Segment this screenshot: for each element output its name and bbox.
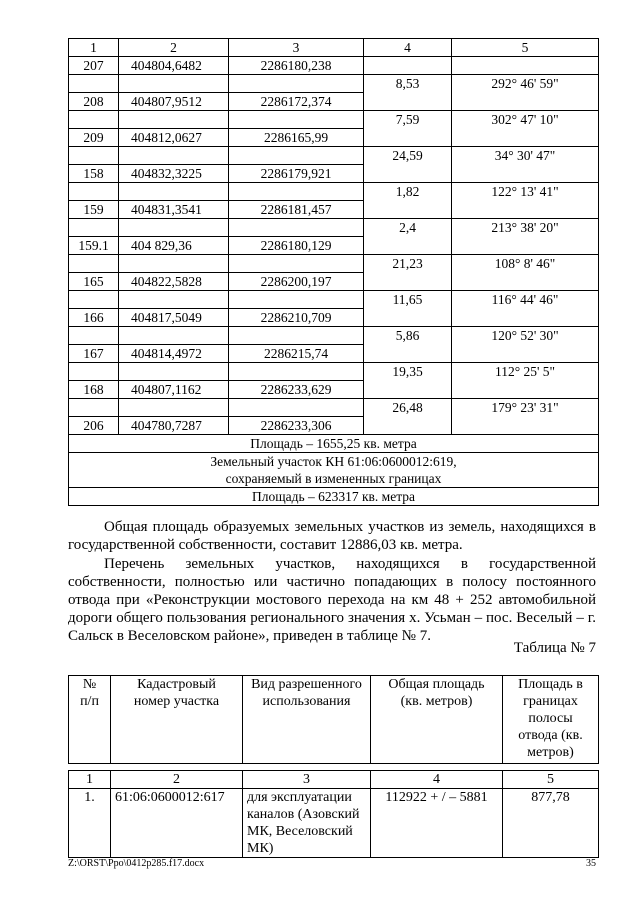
coord-header-cell: 2 bbox=[119, 39, 229, 57]
bearing-cell: 120° 52' 30" bbox=[452, 327, 599, 345]
parcel-cell bbox=[69, 453, 599, 488]
empty-cell bbox=[119, 147, 229, 165]
empty-cell bbox=[69, 327, 119, 345]
point-number-cell: 168 bbox=[69, 381, 119, 399]
x-coordinate-cell: 404817,5049 bbox=[119, 309, 229, 327]
coord-point-row bbox=[69, 381, 599, 399]
empty-cell bbox=[364, 165, 452, 183]
area-row-2 bbox=[69, 488, 599, 506]
empty-cell bbox=[364, 309, 452, 327]
gap-cell bbox=[371, 764, 503, 771]
empty-cell bbox=[452, 345, 599, 363]
point-number-cell: 159.1 bbox=[69, 237, 119, 255]
list-cell-total-area: 112922 + / – 5881 bbox=[371, 789, 503, 858]
empty-cell bbox=[69, 255, 119, 273]
point-number-cell: 159 bbox=[69, 201, 119, 219]
parcel-line-2: сохраняемый в измененных границах bbox=[225, 471, 442, 486]
empty-cell bbox=[69, 399, 119, 417]
list-header-row bbox=[69, 676, 599, 764]
list-number-cell: 4 bbox=[371, 771, 503, 789]
footer-file-path: Z:\ORST\Ppo\0412p285.f17.docx bbox=[68, 858, 205, 869]
empty-cell bbox=[119, 183, 229, 201]
x-coordinate-cell: 404807,1162 bbox=[119, 381, 229, 399]
empty-cell bbox=[452, 93, 599, 111]
length-cell: 11,65 bbox=[364, 291, 452, 309]
bearing-cell: 108° 8' 46" bbox=[452, 255, 599, 273]
footer-page-number: 35 bbox=[586, 858, 596, 869]
empty-cell bbox=[452, 201, 599, 219]
coord-segment-row bbox=[69, 147, 599, 165]
empty-cell bbox=[364, 201, 452, 219]
x-coordinate-cell: 404807,9512 bbox=[119, 93, 229, 111]
empty-cell bbox=[69, 147, 119, 165]
list-cell-usage: для эксплуатации каналов (Азовский МК, Веселовский МК) bbox=[243, 789, 371, 858]
coord-segment-row bbox=[69, 183, 599, 201]
list-header-cell: Кадастровый номер участка bbox=[111, 676, 243, 764]
empty-cell bbox=[364, 417, 452, 435]
empty-cell bbox=[452, 309, 599, 327]
length-cell: 26,48 bbox=[364, 399, 452, 417]
empty-cell bbox=[452, 273, 599, 291]
list-number-cell: 1 bbox=[69, 771, 111, 789]
coord-point-row bbox=[69, 345, 599, 363]
empty-cell bbox=[452, 381, 599, 399]
empty-cell bbox=[229, 75, 364, 93]
empty-cell bbox=[364, 381, 452, 399]
empty-cell bbox=[69, 363, 119, 381]
coord-segment-row bbox=[69, 111, 599, 129]
empty-cell bbox=[364, 345, 452, 363]
empty-cell bbox=[452, 57, 599, 75]
y-coordinate-cell: 2286165,99 bbox=[229, 129, 364, 147]
list-cell-cadastral: 61:06:0600012:617 bbox=[111, 789, 243, 858]
coord-header-row bbox=[69, 39, 599, 57]
coord-point-row bbox=[69, 309, 599, 327]
y-coordinate-cell: 2286180,238 bbox=[229, 57, 364, 75]
bearing-cell: 302° 47' 10" bbox=[452, 111, 599, 129]
length-cell: 24,59 bbox=[364, 147, 452, 165]
x-coordinate-cell: 404804,6482 bbox=[119, 57, 229, 75]
x-coordinate-cell: 404814,4972 bbox=[119, 345, 229, 363]
y-coordinate-cell: 2286181,457 bbox=[229, 201, 364, 219]
empty-cell bbox=[229, 147, 364, 165]
coord-point-row bbox=[69, 129, 599, 147]
area-row bbox=[69, 435, 599, 453]
empty-cell bbox=[119, 327, 229, 345]
x-coordinate-cell: 404832,3225 bbox=[119, 165, 229, 183]
point-number-cell: 209 bbox=[69, 129, 119, 147]
point-number-cell: 158 bbox=[69, 165, 119, 183]
y-coordinate-cell: 2286210,709 bbox=[229, 309, 364, 327]
area-parcel-cell: Площадь – 623317 кв. метра bbox=[69, 488, 599, 506]
area-total-cell: Площадь – 1655,25 кв. метра bbox=[69, 435, 599, 453]
empty-cell bbox=[229, 363, 364, 381]
empty-cell bbox=[119, 219, 229, 237]
empty-cell bbox=[119, 255, 229, 273]
coord-segment-row bbox=[69, 327, 599, 345]
coord-point-row bbox=[69, 417, 599, 435]
empty-cell bbox=[452, 165, 599, 183]
y-coordinate-cell: 2286172,374 bbox=[229, 93, 364, 111]
empty-cell bbox=[119, 399, 229, 417]
point-number-cell: 207 bbox=[69, 57, 119, 75]
coord-point-row bbox=[69, 273, 599, 291]
empty-cell bbox=[119, 363, 229, 381]
empty-cell bbox=[364, 273, 452, 291]
paragraph-total-area-text: Общая площадь образуемых земельных участков из земель, находящихся в государственной собственности, составит 12886,03 кв. метра. bbox=[68, 519, 596, 553]
empty-cell bbox=[452, 417, 599, 435]
bearing-cell: 34° 30' 47" bbox=[452, 147, 599, 165]
list-header-cell: № п/п bbox=[69, 676, 111, 764]
empty-cell bbox=[119, 291, 229, 309]
empty-cell bbox=[364, 93, 452, 111]
coord-segment-row bbox=[69, 219, 599, 237]
paragraph-total-area bbox=[68, 518, 596, 554]
point-number-cell: 166 bbox=[69, 309, 119, 327]
table-caption: Таблица № 7 bbox=[513, 640, 596, 656]
paragraph-list-intro bbox=[68, 555, 596, 645]
empty-cell bbox=[69, 75, 119, 93]
empty-cell bbox=[229, 255, 364, 273]
empty-cell bbox=[229, 399, 364, 417]
y-coordinate-cell: 2286215,74 bbox=[229, 345, 364, 363]
point-number-cell: 208 bbox=[69, 93, 119, 111]
empty-cell bbox=[364, 237, 452, 255]
empty-cell bbox=[119, 111, 229, 129]
empty-cell bbox=[69, 111, 119, 129]
empty-cell bbox=[364, 57, 452, 75]
coord-segment-row bbox=[69, 75, 599, 93]
empty-cell bbox=[452, 129, 599, 147]
coord-segment-row bbox=[69, 255, 599, 273]
bearing-cell: 116° 44' 46" bbox=[452, 291, 599, 309]
length-cell: 7,59 bbox=[364, 111, 452, 129]
length-cell: 2,4 bbox=[364, 219, 452, 237]
coord-point-row bbox=[69, 165, 599, 183]
list-number-row bbox=[69, 771, 599, 789]
x-coordinate-cell: 404780,7287 bbox=[119, 417, 229, 435]
list-number-cell: 3 bbox=[243, 771, 371, 789]
coord-segment-row bbox=[69, 291, 599, 309]
bearing-cell: 292° 46' 59" bbox=[452, 75, 599, 93]
empty-cell bbox=[119, 75, 229, 93]
list-number-cell: 2 bbox=[111, 771, 243, 789]
coord-point-row bbox=[69, 93, 599, 111]
x-coordinate-cell: 404822,5828 bbox=[119, 273, 229, 291]
gap-cell bbox=[243, 764, 371, 771]
y-coordinate-cell: 2286180,129 bbox=[229, 237, 364, 255]
y-coordinate-cell: 2286179,921 bbox=[229, 165, 364, 183]
bearing-cell: 122° 13' 41" bbox=[452, 183, 599, 201]
parcel-line-1: Земельный участок КН 61:06:0600012:619, bbox=[210, 454, 457, 469]
coord-point-row bbox=[69, 57, 599, 75]
paragraph-list-intro-text: Перечень земельных участков, находящихся в государственной собственности, полностью или частично попадающих в полосу постоянного отвода при «Реконструкции мостового перехода на км 48 + 252 автомобильной дороги общего пользования регионального значения х. Усьман – пос. Веселый – г. Сальск в Веселовском районе», приведен в таблице № 7. bbox=[68, 556, 596, 644]
list-cell-number: 1. bbox=[69, 789, 111, 858]
list-gap-row bbox=[69, 764, 599, 771]
length-cell: 21,23 bbox=[364, 255, 452, 273]
length-cell: 19,35 bbox=[364, 363, 452, 381]
list-header-cell: Площадь в границах полосы отвода (кв. метров) bbox=[503, 676, 599, 764]
point-number-cell: 165 bbox=[69, 273, 119, 291]
list-data-row bbox=[69, 789, 599, 858]
x-coordinate-cell: 404812,0627 bbox=[119, 129, 229, 147]
x-coordinate-cell: 404 829,36 bbox=[119, 237, 229, 255]
coord-header-cell: 5 bbox=[452, 39, 599, 57]
empty-cell bbox=[69, 291, 119, 309]
length-cell: 1,82 bbox=[364, 183, 452, 201]
list-number-cell: 5 bbox=[503, 771, 599, 789]
bearing-cell: 213° 38' 20" bbox=[452, 219, 599, 237]
list-header-cell: Общая площадь (кв. метров) bbox=[371, 676, 503, 764]
bearing-cell: 112° 25' 5" bbox=[452, 363, 599, 381]
length-cell: 8,53 bbox=[364, 75, 452, 93]
parcels-list-table bbox=[68, 675, 599, 858]
x-coordinate-cell: 404831,3541 bbox=[119, 201, 229, 219]
empty-cell bbox=[229, 219, 364, 237]
coord-header-cell: 1 bbox=[69, 39, 119, 57]
gap-cell bbox=[111, 764, 243, 771]
list-cell-strip-area: 877,78 bbox=[503, 789, 599, 858]
list-header-cell: Вид разрешенного использования bbox=[243, 676, 371, 764]
parcel-row bbox=[69, 453, 599, 488]
empty-cell bbox=[69, 183, 119, 201]
coord-segment-row bbox=[69, 399, 599, 417]
empty-cell bbox=[69, 219, 119, 237]
length-cell: 5,86 bbox=[364, 327, 452, 345]
y-coordinate-cell: 2286233,629 bbox=[229, 381, 364, 399]
gap-cell bbox=[503, 764, 599, 771]
coordinates-table bbox=[68, 38, 599, 506]
empty-cell bbox=[364, 129, 452, 147]
coord-point-row bbox=[69, 237, 599, 255]
empty-cell bbox=[229, 291, 364, 309]
point-number-cell: 206 bbox=[69, 417, 119, 435]
y-coordinate-cell: 2286233,306 bbox=[229, 417, 364, 435]
empty-cell bbox=[229, 111, 364, 129]
point-number-cell: 167 bbox=[69, 345, 119, 363]
coord-segment-row bbox=[69, 363, 599, 381]
empty-cell bbox=[452, 237, 599, 255]
coord-header-cell: 4 bbox=[364, 39, 452, 57]
empty-cell bbox=[229, 327, 364, 345]
bearing-cell: 179° 23' 31" bbox=[452, 399, 599, 417]
gap-cell bbox=[69, 764, 111, 771]
coord-header-cell: 3 bbox=[229, 39, 364, 57]
coord-point-row bbox=[69, 201, 599, 219]
y-coordinate-cell: 2286200,197 bbox=[229, 273, 364, 291]
empty-cell bbox=[229, 183, 364, 201]
